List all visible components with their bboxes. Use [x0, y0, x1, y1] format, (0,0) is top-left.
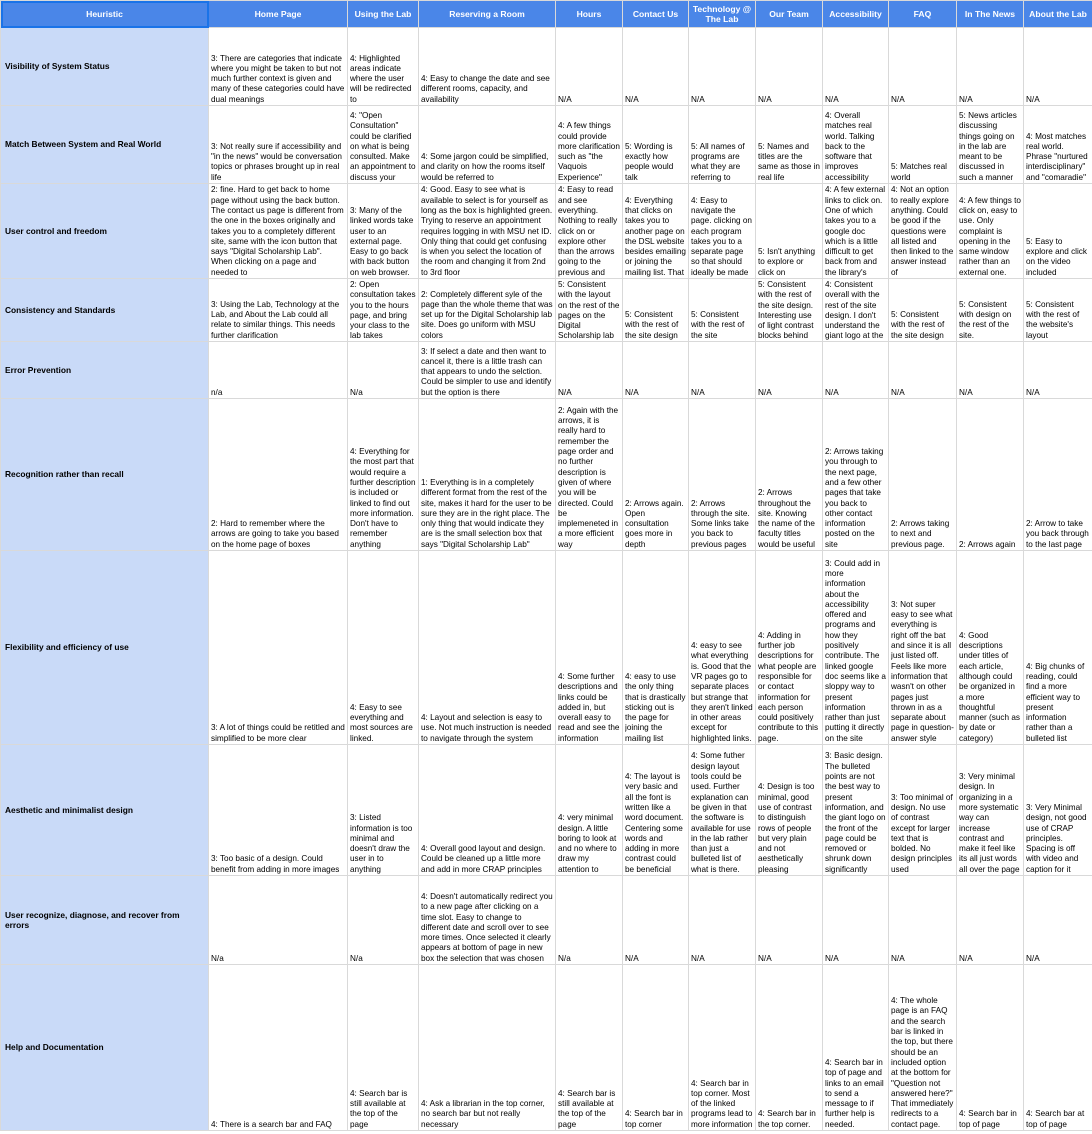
cell-text: 5: Isn't anything to explore or click on: [758, 247, 816, 277]
cell-text: 4: A few external links to click on. One of which takes you to a google doc which is a little difficult to get back from and the library's: [825, 185, 886, 277]
table-cell[interactable]: [823, 184, 889, 279]
cell-text: 5: Consistent with design on the rest of the site.: [959, 299, 1012, 340]
heuristic-label[interactable]: User control and freedom: [1, 184, 209, 279]
table-cell[interactable]: [209, 965, 348, 1131]
column-header[interactable]: Home Page: [209, 1, 348, 28]
cell-text: 5: Matches real world: [891, 162, 947, 182]
table-cell[interactable]: [348, 399, 419, 551]
table-cell[interactable]: [556, 876, 623, 965]
cell-text: 4: Layout and selection is easy to use. Not much instruction is needed to navigate through the system: [421, 713, 552, 743]
cell-text: 3: A lot of things could be retitled and simplified to be more clear: [211, 723, 345, 743]
table-cell[interactable]: [756, 342, 823, 399]
cell-text: 4: very minimal design. A little boring to look at and no where to draw my attention to: [558, 813, 617, 874]
column-header[interactable]: FAQ: [889, 1, 957, 28]
cell-text: N/A: [758, 953, 772, 963]
table-cell[interactable]: [823, 342, 889, 399]
cell-text: 5: Names and titles are the same as those in real life: [758, 141, 820, 182]
cell-text: n/a: [211, 387, 223, 397]
table-cell[interactable]: [209, 551, 348, 745]
table-cell[interactable]: [1024, 745, 1092, 876]
cell-text: 3: Not really sure if accessibility and "in the news" would be conversation topics or phrases brought up in real life: [211, 141, 342, 182]
cell-text: 3: Listed information is too minimal and doesn't draw the user in to anything: [350, 813, 413, 874]
cell-text: N/A: [558, 387, 572, 397]
column-header[interactable]: Accessibility: [823, 1, 889, 28]
table-row: [1, 279, 1092, 342]
table-cell[interactable]: [623, 745, 689, 876]
heuristic-label[interactable]: User recognize, diagnose, and recover from errors: [1, 876, 209, 965]
table-cell[interactable]: [623, 28, 689, 106]
cell-text: 4: Ask a librarian in the top corner, no search bar but not really necessary: [421, 1099, 545, 1129]
cell-text: 3: Not super easy to see what everything is right off the bat and since it is all just listed off. Feels like more information that wasn't on other pages just thrown in as a separate about page in question-answer style: [891, 599, 954, 743]
cell-text: 4: Some jargon could be simplified, and clarity on how the rooms itself would be referred to: [421, 152, 549, 182]
cell-text: 4: Not an option to really explore anything. Could be good if the questions were all listed and then linked to the answer instead of: [891, 185, 954, 277]
table-cell[interactable]: [823, 876, 889, 965]
table-cell[interactable]: [756, 745, 823, 876]
cell-text: 3: Using the Lab, Technology at the Lab, and About the Lab could all relate to similar things. This needs further clarification: [211, 299, 340, 340]
column-header[interactable]: Hours: [556, 1, 623, 28]
table-cell[interactable]: [348, 184, 419, 279]
cell-text: 4: Search bar at top of page: [1026, 1109, 1085, 1129]
table-cell[interactable]: [957, 106, 1024, 184]
table-cell[interactable]: [957, 965, 1024, 1131]
cell-text: N/A: [625, 94, 639, 104]
cell-text: 4: Most matches real world. Phrase "nurtured interdisciplinary" and "comaradie": [1026, 131, 1088, 182]
table-cell[interactable]: [889, 106, 957, 184]
table-cell[interactable]: [419, 279, 556, 342]
cell-text: 5: Consistent with the rest of the website's layout: [1026, 299, 1080, 340]
column-header[interactable]: Reserving a Room: [419, 1, 556, 28]
table-cell[interactable]: [689, 279, 756, 342]
cell-text: 4: Search bar in the top corner.: [758, 1109, 816, 1129]
cell-text: 5: Consistent with the layout on the rest of the pages on the Digital Scholarship lab: [558, 280, 620, 341]
cell-text: 4: Highlighted areas indicate where the user will be redirected to: [350, 53, 412, 104]
table-cell[interactable]: [556, 28, 623, 106]
table-cell[interactable]: [823, 399, 889, 551]
table-cell[interactable]: [689, 28, 756, 106]
cell-text: 4: The layout is very basic and all the font is written like a word document. Centering some words and adding in more contrast could be beneficial: [625, 772, 684, 874]
table-cell[interactable]: [556, 965, 623, 1131]
cell-text: 5: All names of programs are what they are referring to: [691, 141, 745, 182]
table-cell[interactable]: [556, 399, 623, 551]
cell-text: N/A: [625, 953, 639, 963]
heuristic-label[interactable]: Recognition rather than recall: [1, 399, 209, 551]
table-cell[interactable]: [889, 279, 957, 342]
column-header[interactable]: Technology @ The Lab: [689, 1, 756, 28]
cell-text: 2: Hard to remember where the arrows are going to take you based on the home page of boxes: [211, 519, 339, 549]
table-cell[interactable]: [209, 876, 348, 965]
column-header[interactable]: About the Lab: [1024, 1, 1092, 28]
cell-text: 4: Consistent overall with the rest of the site design. I don't understand the giant logo at the: [825, 280, 884, 341]
cell-text: 4: Some futher design layout tools could be used. Further explanation can be given in that the software is available for use in the lab rather than just a bulleted list of what is there.: [691, 751, 751, 874]
cell-text: N/a: [350, 953, 363, 963]
cell-text: N/A: [625, 387, 639, 397]
table-cell[interactable]: [957, 551, 1024, 745]
table-cell[interactable]: [623, 551, 689, 745]
table-cell[interactable]: [623, 184, 689, 279]
table-cell[interactable]: [556, 745, 623, 876]
table-cell[interactable]: [689, 745, 756, 876]
table-cell[interactable]: [957, 342, 1024, 399]
cell-text: N/a: [558, 953, 571, 963]
table-cell[interactable]: [623, 106, 689, 184]
cell-text: N/A: [1026, 387, 1040, 397]
table-cell[interactable]: [348, 106, 419, 184]
table-row: [1, 965, 1092, 1131]
cell-text: 4: easy to use the only thing that is drastically sticking out is the page for joining the mailing list: [625, 671, 686, 743]
table-cell[interactable]: [689, 106, 756, 184]
table-cell[interactable]: [209, 279, 348, 342]
table-row: [1, 184, 1092, 279]
table-cell[interactable]: [957, 279, 1024, 342]
cell-text: 4: Everything for the most part that would require a further description is included or linked to find out more information. Don't have to remember anything: [350, 447, 416, 549]
table-cell[interactable]: [419, 342, 556, 399]
cell-text: 4: Doesn't automatically redirect you to a new page after clicking on a time slot. Easy to change to different date and scroll over to see more times. Once selected it clearly appears at bottom of page in new box the selection that was chosen: [421, 891, 553, 963]
cell-text: 3: Too basic of a design. Could benefit from adding in more images: [211, 854, 340, 874]
table-cell[interactable]: [556, 106, 623, 184]
table-cell[interactable]: [419, 28, 556, 106]
table-cell[interactable]: [689, 876, 756, 965]
table-cell[interactable]: [419, 184, 556, 279]
table-cell[interactable]: [756, 876, 823, 965]
cell-text: 4: easy to see what everything is. Good that the VR pages go to separate places but strange that they aren't linked in other areas except for highlighted links.: [691, 641, 753, 743]
table-cell[interactable]: [209, 106, 348, 184]
table-cell[interactable]: [889, 28, 957, 106]
cell-text: 2: Arrows taking you through to the next page, and a few other pages that take you back to other contact information posted on the site: [825, 447, 884, 549]
heuristic-label[interactable]: Help and Documentation: [1, 965, 209, 1131]
cell-text: 2: fine. Hard to get back to home page without using the back button. The contact us page is different from the one in the boxes originally and takes you to a completely different site, same with the icon button that says "Digital Scholarship Lab". When clicking on a page and needed to: [211, 185, 344, 277]
cell-text: N/A: [1026, 94, 1040, 104]
table-row: [1, 342, 1092, 399]
table-cell[interactable]: [756, 279, 823, 342]
cell-text: 4: Everything that clicks on takes you to another page on the DSL website besides emailing or joining the mailing list. That: [625, 195, 686, 277]
cell-text: 5: Consistent with the rest of the site design: [891, 310, 945, 340]
table-cell[interactable]: [756, 399, 823, 551]
cell-text: 3: Basic design. The bulleted points are not the best way to present information, and the giant logo on the front of the page could be removed or shrunk down significantly: [825, 751, 886, 874]
cell-text: 3: Very Minimal design, not good use of CRAP principles. Spacing is off with video and caption for it: [1026, 802, 1087, 874]
cell-text: 4: Design is too minimal, good use of contrast to distinguish rows of people but very plain and not aesthetically pleasing: [758, 782, 815, 874]
table-cell[interactable]: [419, 551, 556, 745]
heuristic-label[interactable]: Aesthetic and minimalist design: [1, 745, 209, 876]
cell-text: N/A: [691, 94, 705, 104]
table-cell[interactable]: [348, 745, 419, 876]
cell-text: 2: Arrow to take you back through to the last page: [1026, 519, 1089, 549]
table-cell[interactable]: [1024, 28, 1092, 106]
cell-text: 4: Search bar in top of page: [959, 1109, 1017, 1129]
table-cell[interactable]: [1024, 106, 1092, 184]
cell-text: 5: News articles discussing things going on in the lab are meant to be discussed in such a manner: [959, 110, 1017, 182]
cell-text: 2: Arrows through the site. Some links take you back to previous pages: [691, 498, 750, 549]
cell-text: N/A: [891, 953, 905, 963]
table-cell[interactable]: [689, 184, 756, 279]
table-cell[interactable]: [1024, 551, 1092, 745]
table-cell[interactable]: [823, 28, 889, 106]
column-header[interactable]: Contact Us: [623, 1, 689, 28]
table-cell[interactable]: [556, 184, 623, 279]
table-cell[interactable]: [689, 399, 756, 551]
cell-text: 2: Arrows again. Open consultation goes more in depth: [625, 498, 684, 549]
cell-text: 5: Consistent with the rest of the site design: [625, 310, 679, 340]
table-row: [1, 106, 1092, 184]
table-cell[interactable]: [823, 745, 889, 876]
table-cell[interactable]: [756, 28, 823, 106]
table-cell[interactable]: [348, 279, 419, 342]
table-row: [1, 876, 1092, 965]
cell-text: N/A: [959, 387, 973, 397]
heuristic-label[interactable]: Flexibility and efficiency of use: [1, 551, 209, 745]
table-cell[interactable]: [756, 106, 823, 184]
cell-text: 2: Again with the arrows, it is really hard to remember the page order and no further description is given of where you will be directed. Could be implemeneted in a more efficient way: [558, 405, 619, 549]
heuristic-label[interactable]: Error Prevention: [1, 342, 209, 399]
cell-text: 4: Search bar is still available at the top of the page: [350, 1088, 408, 1129]
cell-text: 4: Search bar in top of page and links to an email to send a message to if further help is needed.: [825, 1057, 884, 1129]
cell-text: 4: Overall good layout and design. Could be cleaned up a little more and add in more CRAP principles: [421, 844, 546, 874]
cell-text: N/A: [959, 94, 973, 104]
table-cell[interactable]: [889, 184, 957, 279]
cell-text: 4: Easy to navigate the page. clicking on each program takes you to a separate page so that should ideally be made: [691, 195, 752, 277]
table-cell[interactable]: [419, 106, 556, 184]
cell-text: 4: Some further descriptions and links could be added in, but overall easy to read and see the information: [558, 671, 620, 743]
table-cell[interactable]: [1024, 184, 1092, 279]
cell-text: 4: The whole page is an FAQ and the search bar is linked in the top, but there should be an included option at the bottom for "Question not answered here?" That immediately redirects to a contact page.: [891, 996, 954, 1129]
heuristic-label[interactable]: Match Between System and Real World: [1, 106, 209, 184]
cell-text: 4: A few things could provide more clarification such as "the Vaquois Experience": [558, 121, 620, 182]
table-cell[interactable]: [1024, 399, 1092, 551]
table-cell[interactable]: [348, 342, 419, 399]
cell-text: 4: Search bar in top corner: [625, 1109, 683, 1129]
cell-text: 3: If select a date and then want to cancel it, there is a little trash can that appears to undo the selction. Could be simpler to use and identify but the option is there: [421, 346, 552, 397]
cell-text: 4: Overall matches real world. Talking back to the software that improves accessibility: [825, 110, 875, 182]
table-cell[interactable]: [1024, 342, 1092, 399]
table-cell[interactable]: [348, 28, 419, 106]
table-cell[interactable]: [556, 342, 623, 399]
cell-text: 3: There are categories that indicate where you might be taken to but not much further context is given and many of these categories could have dual meanings: [211, 53, 345, 104]
cell-text: 2: Arrows again: [959, 539, 1016, 549]
table-cell[interactable]: [556, 551, 623, 745]
table-cell[interactable]: [209, 342, 348, 399]
table-cell[interactable]: [823, 965, 889, 1131]
table-cell[interactable]: [1024, 279, 1092, 342]
cell-text: 4: Easy to change the date and see different rooms, capacity, and availability: [421, 74, 550, 104]
cell-text: N/A: [891, 387, 905, 397]
cell-text: N/A: [558, 94, 572, 104]
table-cell[interactable]: [823, 279, 889, 342]
cell-text: N/A: [891, 94, 905, 104]
table-cell[interactable]: [957, 876, 1024, 965]
cell-text: 4: Adding in further job descriptions for what people are responsible for or contact information for each person could positively contribute to this page.: [758, 630, 819, 743]
heuristic-label[interactable]: Visibility of System Status: [1, 28, 209, 106]
cell-text: N/A: [691, 953, 705, 963]
table-cell[interactable]: [348, 551, 419, 745]
cell-text: N/a: [350, 387, 363, 397]
column-header[interactable]: In The News: [957, 1, 1024, 28]
cell-text: 3: Very minimal design. In organizing in a more systematic way can increase contrast and make it feel like its all just words all over the page: [959, 772, 1020, 874]
cell-text: 1: Everything is in a completely different format from the rest of the site, makes it hard for the user to be sure they are in the right place. The only thing that would indicate they are is the small selection box that says "Digital Scholarship Lab": [421, 477, 552, 549]
cell-text: 4: Good descriptions under titles of each article, although could be organized in a more thoughtful manner (such as by date or category): [959, 630, 1020, 743]
table-cell[interactable]: [889, 876, 957, 965]
cell-text: N/A: [691, 387, 705, 397]
cell-text: 4: There is a search bar and FAQ: [211, 1119, 332, 1129]
table-cell[interactable]: [419, 399, 556, 551]
table-cell[interactable]: [889, 342, 957, 399]
heuristic-label[interactable]: Consistency and Standards: [1, 279, 209, 342]
cell-text: N/A: [1026, 953, 1040, 963]
table-cell[interactable]: [1024, 876, 1092, 965]
table-cell[interactable]: [889, 965, 957, 1131]
table-cell[interactable]: [556, 279, 623, 342]
table-row: [1, 551, 1092, 745]
table-cell[interactable]: [209, 28, 348, 106]
table-cell[interactable]: [823, 551, 889, 745]
cell-text: N/A: [825, 953, 839, 963]
cell-text: N/A: [959, 953, 973, 963]
cell-text: 5: Wording is exactly how people would talk: [625, 141, 674, 182]
cell-text: 3: Too minimal of design. No use of contrast except for larger text that is bolded. No design principles used: [891, 792, 953, 874]
cell-text: 2: Arrows throughout the site. Knowing the name of the faculty titles would be useful: [758, 488, 815, 549]
column-header[interactable]: Heuristic: [1, 1, 209, 28]
table-cell[interactable]: [889, 551, 957, 745]
cell-text: 4: Good. Easy to see what is available to select is for yourself as long as the box is highlighted green. Trying to reserve an appointment requires logging in with MSU net ID. Only thing that could get confusing is when you select the location of the room and changing it from 2nd to 3rd floor: [421, 185, 553, 277]
cell-text: N/A: [758, 387, 772, 397]
table-cell[interactable]: [889, 745, 957, 876]
table-cell[interactable]: [209, 184, 348, 279]
cell-text: 4: Easy to see everything and most sources are linked.: [350, 702, 413, 743]
table-cell[interactable]: [623, 279, 689, 342]
table-cell[interactable]: [889, 399, 957, 551]
table-cell[interactable]: [209, 745, 348, 876]
table-cell[interactable]: [623, 342, 689, 399]
cell-text: 2: Completely different syle of the page than the whole theme that was set up for the Digital Scholarship lab site. Does go uniform with MSU colors: [421, 289, 553, 340]
table-cell[interactable]: [348, 965, 419, 1131]
table-cell[interactable]: [756, 551, 823, 745]
table-cell[interactable]: [1024, 965, 1092, 1131]
table-cell[interactable]: [689, 551, 756, 745]
column-header[interactable]: Using the Lab: [348, 1, 419, 28]
table-cell[interactable]: [209, 399, 348, 551]
cell-text: 3: Could add in more information about the accessibility offered and programs and how they positively contribute. The linked google doc seems like a sloppy way to present information rather than just putting it directly on the site: [825, 558, 886, 743]
table-cell[interactable]: [756, 965, 823, 1131]
cell-text: 4: Big chunks of reading, could find a more efficient way to present information rather than a bulleted list: [1026, 661, 1085, 743]
table-cell[interactable]: [623, 399, 689, 551]
cell-text: 5: Consistent with the rest of the site design. Interesting use of light contrast blocks behind: [758, 280, 814, 341]
table-cell[interactable]: [957, 184, 1024, 279]
cell-text: 5: Easy to explore and click on the video included: [1026, 236, 1087, 277]
cell-text: 3: Many of the linked words take user to an external page. Easy to go back with back button on web browser.: [350, 205, 414, 277]
table-cell[interactable]: [623, 965, 689, 1131]
cell-text: 4: Search bar is still available at the top of the page: [558, 1088, 616, 1129]
table-cell[interactable]: [756, 184, 823, 279]
table-cell[interactable]: [957, 28, 1024, 106]
table-row: [1, 399, 1092, 551]
table-cell[interactable]: [957, 745, 1024, 876]
cell-text: 4: A few things to click on, easy to use. Only complaint is opening in the same window rather than an external one.: [959, 195, 1021, 277]
table-row: [1, 745, 1092, 876]
cell-text: N/A: [825, 387, 839, 397]
cell-text: 4: Easy to read and see everything. Nothing to really click on or explore other than the arrows going to the previous and: [558, 185, 618, 277]
cell-text: 4: "Open Consultation" could be clarified on what is being consulted. Make an appointment to discuss your: [350, 110, 416, 182]
table-cell[interactable]: [419, 745, 556, 876]
cell-text: 2: Arrows taking to next and previous page.: [891, 519, 950, 549]
cell-text: 4: Search bar in top corner. Most of the linked programs lead to more information: [691, 1078, 753, 1129]
cell-text: N/a: [211, 953, 224, 963]
table-cell[interactable]: [419, 965, 556, 1131]
table-cell[interactable]: [623, 876, 689, 965]
table-cell[interactable]: [689, 342, 756, 399]
cell-text: 5: Consistent with the rest of the site: [691, 310, 745, 340]
table-cell[interactable]: [689, 965, 756, 1131]
header-row: [1, 1, 1092, 28]
cell-text: N/A: [758, 94, 772, 104]
table-cell[interactable]: [823, 106, 889, 184]
column-header[interactable]: Our Team: [756, 1, 823, 28]
cell-text: 2: Open consultation takes you to the hours page, and bring your class to the lab takes: [350, 280, 416, 341]
cell-text: N/A: [825, 94, 839, 104]
table-row: [1, 28, 1092, 106]
table-cell[interactable]: [419, 876, 556, 965]
table-cell[interactable]: [348, 876, 419, 965]
table-cell[interactable]: [957, 399, 1024, 551]
